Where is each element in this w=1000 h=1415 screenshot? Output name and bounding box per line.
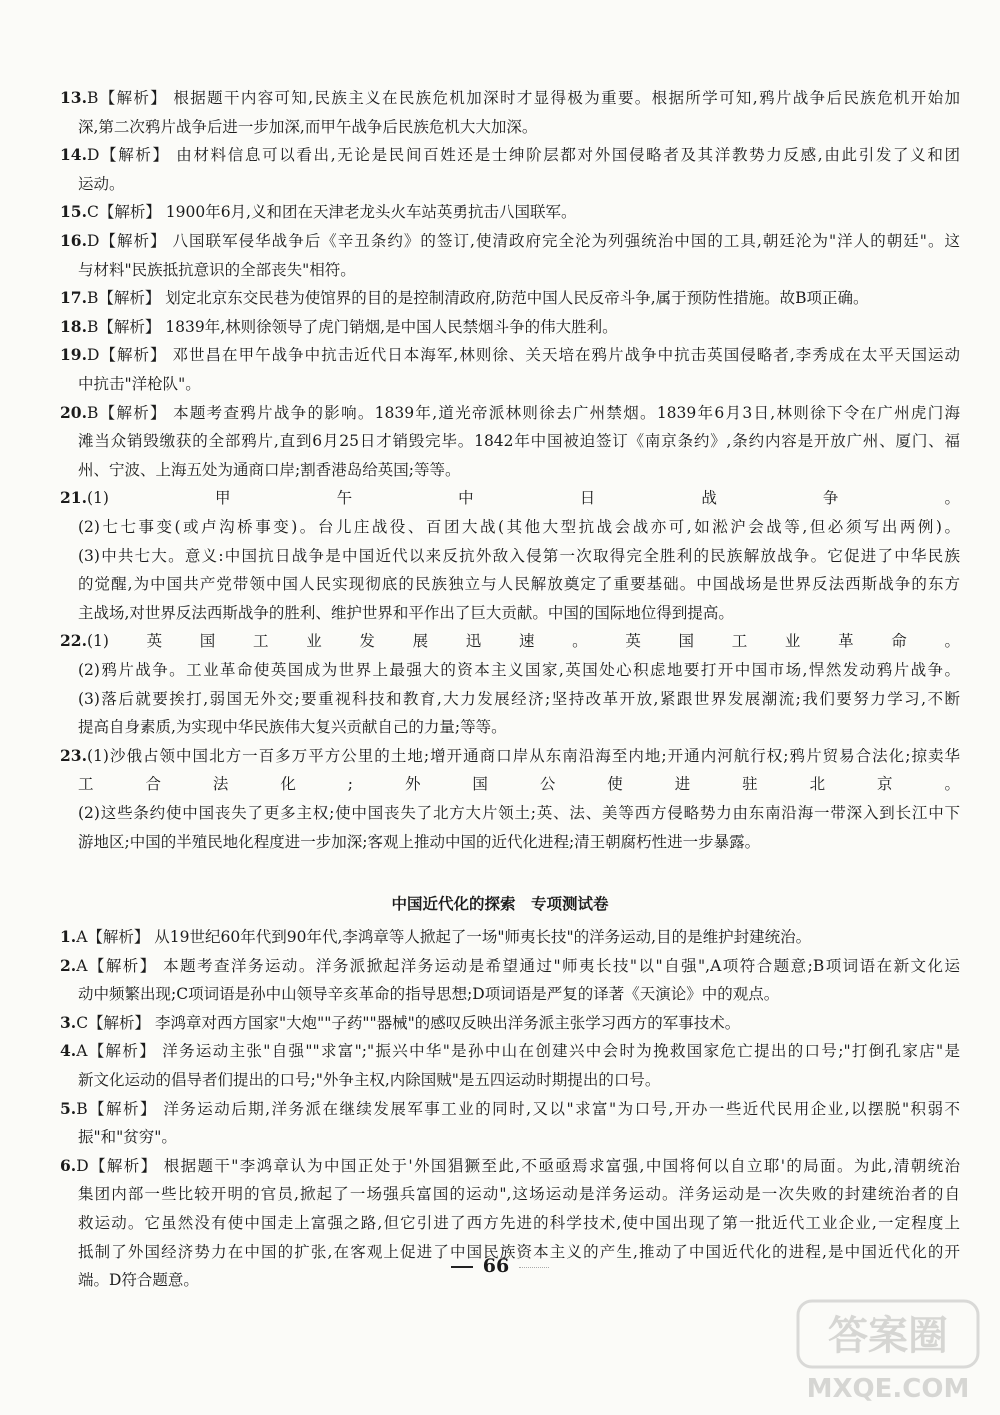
answer-item: [60, 88, 960, 108]
answer-item: [60, 1099, 960, 1119]
answer-item: [60, 288, 960, 308]
answer-text: 抵制了外国经济势力在中国的扩张,在客观上促进了中国民族资本主义的产生,推动了中国近代化的进程,是中国近代化的开: [78, 1242, 960, 1261]
footer-dash: [451, 1266, 473, 1268]
item-number: 20.: [60, 402, 87, 422]
answer-continuation: [78, 603, 978, 623]
answer-text: 州、宁波、上海五处为通商口岸;割香港岛给英国;等等。: [78, 460, 461, 479]
answer-text: B【解析】 洋务运动后期,洋务派在继续发展军事工业的同时,又以"求富"为口号,开办一些近代民用企业,以摆脱"积弱不: [76, 1099, 960, 1118]
answer-text: 游地区;中国的半殖民地化程度进一步加深;客观上推动中国的近代化进程;清王朝腐朽性进一步暴露。: [78, 832, 761, 851]
answer-text: 深,第二次鸦片战争后进一步加深,而甲午战争后民族危机大大加深。: [78, 117, 538, 136]
answer-continuation: [78, 374, 978, 394]
answer-text: 新文化运动的倡导者们提出的口号;"外争主权,内除国贼"是五四运动时期提出的口号。: [78, 1071, 661, 1089]
answer-continuation: [78, 660, 960, 680]
answer-text: C【解析】 李鸿章对西方国家"大炮""子药""器械"的感叹反映出洋务派主张学习西方的军事技术。: [76, 1013, 741, 1032]
answer-continuation: [78, 574, 960, 594]
answer-text: 救运动。它虽然没有使中国走上富强之路,但它引进了西方先进的科学技术,使中国出现了第一批近代工业企业,一定程度上: [78, 1214, 960, 1232]
item-number: 4.: [60, 1041, 77, 1061]
answer-item: [60, 345, 960, 365]
answer-continuation: [78, 174, 978, 194]
answer-continuation: [78, 1127, 978, 1147]
answer-text: 主战场,对世界反法西斯战争的胜利、维护世界和平作出了巨大贡献。中国的国际地位得到提高。: [78, 603, 734, 622]
answer-text: 提高自身素质,为实现中华民族伟大复兴贡献自己的力量;等等。: [78, 718, 507, 737]
answer-continuation: [78, 832, 978, 852]
answer-continuation: [78, 774, 960, 794]
answer-item: [60, 403, 960, 423]
answer-text: A【解析】 本题考查洋务运动。洋务派掀起洋务运动是希望通过"师夷长技"以"自强",A项符合题意;B项词语在新文化运: [76, 956, 960, 975]
answer-text: (2)七七事变(或卢沟桥事变)。台儿庄战役、百团大战(其他大型抗战会战亦可,如淞沪会战等,但必须写出两例)。: [78, 518, 960, 536]
answer-text: (2)鸦片战争。工业革命使英国成为世界上最强大的资本主义国家,英国处心积虑地要打开中国市场,悍然发动鸦片战争。: [78, 661, 960, 679]
answer-item: [60, 231, 960, 251]
answer-text: D【解析】 由材料信息可以看出,无论是民间百姓还是士绅阶层都对外国侵略者及其洋教势力反感,由此引发了义和团: [86, 146, 960, 165]
answer-item: [60, 746, 960, 766]
answer-text: 与材料"民族抵抗意识的全部丧失"相符。: [78, 260, 356, 279]
item-number: 17.: [60, 288, 87, 308]
answer-item: [60, 317, 960, 337]
answer-continuation: [78, 1070, 978, 1090]
answer-item: [60, 1041, 960, 1061]
answer-item: [60, 1013, 960, 1033]
item-number: 2.: [60, 955, 77, 975]
answer-continuation: [78, 984, 978, 1004]
answer-continuation: [78, 431, 960, 451]
answer-text: C【解析】 1900年6月,义和团在天津老龙头火车站英勇抗击八国联军。: [86, 203, 577, 222]
item-number: 23.: [60, 745, 87, 765]
item-number: 15.: [60, 202, 87, 222]
page-number: 66: [482, 1255, 510, 1277]
answer-item: [60, 927, 960, 947]
answer-text: D【解析】 邓世昌在甲午战争中抗击近代日本海军,林则徐、关天培在鸦片战争中抗击英国侵略者,李秀成在太平天国运动: [86, 346, 960, 365]
page-footer: [0, 1255, 1000, 1277]
answer-continuation: [78, 260, 978, 280]
item-number: 19.: [60, 345, 87, 365]
answer-text: (3)中共七大。意义:中国抗日战争是中国近代以来反抗外敌入侵第一次取得完全胜利的民族解放战争。它促进了中华民族: [78, 546, 960, 565]
watermark-logo-icon: [788, 1297, 988, 1407]
answer-text: A【解析】 从19世纪60年代到90年代,李鸿章等人掀起了一场"师夷长技"的洋务运动,目的是维护封建统治。: [76, 928, 812, 946]
answer-text: B【解析】 划定北京东交民巷为使馆界的目的是控制清政府,防范中国人民反帝斗争,属于预防性措施。故B项正确。: [86, 289, 869, 308]
answer-continuation: [78, 1213, 960, 1233]
footer-dots: [519, 1267, 549, 1268]
answer-text: D【解析】 八国联军侵华战争后《辛丑条约》的签订,使清政府完全沦为列强统治中国的工具,朝廷沦为"洋人的朝廷"。这: [86, 232, 960, 250]
watermark-text: 答案圈: [828, 1313, 948, 1359]
answer-text: (1)沙俄占领中国北方一百多万平方公里的土地;增开通商口岸从东南沿海至内地;开通内河航行权;鸦片贸易合法化;掠卖华: [86, 746, 960, 765]
answer-text: 端。D符合题意。: [78, 1271, 199, 1290]
section-title: 中国近代化的探索 专项测试卷: [391, 895, 609, 913]
answer-text: B【解析】 根据题干内容可知,民族主义在民族危机加深时才显得极为重要。根据所学可知,鸦片战争后民族危机开始加: [86, 89, 960, 107]
item-number: 1.: [60, 927, 77, 946]
item-number: 3.: [60, 1012, 77, 1032]
answer-continuation: [78, 717, 978, 737]
answer-text: (1)英国工业发展迅速。英国工业革命。: [86, 632, 960, 651]
answer-item: [60, 956, 960, 976]
answer-item: [60, 202, 960, 222]
item-number: 14.: [60, 145, 87, 165]
answer-item: [60, 631, 960, 651]
item-number: 5.: [60, 1098, 77, 1118]
answer-text: 的觉醒,为中国共产党带领中国人民实现彻底的民族独立与人民解放奠定了重要基础。中国战场是世界反法西斯战争的东方: [78, 575, 960, 594]
answer-continuation: [78, 689, 960, 709]
answer-text: A【解析】 洋务运动主张"自强""求富";"振兴中华"是孙中山在创建兴中会时为挽救国家危亡提出的口号;"打倒孔家店"是: [76, 1042, 960, 1061]
answer-text: B【解析】 本题考查鸦片战争的影响。1839年,道光帝派林则徐去广州禁烟。1839年6月3日,林则徐下令在广州虎门海: [86, 403, 960, 422]
item-number: 16.: [60, 231, 87, 250]
answer-text: D【解析】 根据题干"李鸿章认为中国正处于'外国猖獗至此,不亟亟焉求富强,中国将何以自立耶'的局面。为此,清朝统治: [76, 1156, 960, 1175]
answer-text: B【解析】 1839年,林则徐领导了虎门销烟,是中国人民禁烟斗争的伟大胜利。: [86, 317, 618, 336]
answer-continuation: [78, 1184, 960, 1204]
watermark-domain: MXQE.COM: [806, 1374, 970, 1404]
answer-text: (1)甲午中日战争。: [86, 489, 960, 508]
answer-text: 动中频繁出现;C项词语是孙中山领导辛亥革命的指导思想;D项词语是严复的译著《天演论》中的观点。: [78, 985, 780, 1004]
item-number: 13.: [60, 88, 87, 107]
answer-text: 振"和"贫穷"。: [78, 1128, 177, 1147]
answer-item: [60, 488, 960, 508]
answer-continuation: [78, 546, 960, 566]
item-number: 6.: [60, 1155, 77, 1175]
item-number: 18.: [60, 316, 87, 336]
answer-item: [60, 1156, 960, 1176]
answer-text: 中抗击"洋枪队"。: [78, 375, 201, 393]
answer-item: [60, 145, 960, 165]
answer-continuation: [78, 460, 978, 480]
answer-text: 运动。: [78, 174, 125, 193]
answer-continuation: [78, 117, 978, 137]
answer-text: 工合法化;外国公使进驻北京。: [78, 775, 960, 794]
answer-continuation: [78, 517, 960, 537]
answer-text: (3)落后就要挨打,弱国无外交;要重视科技和教育,大力发展经济;坚持改革开放,紧跟世界发展潮流;我们要努力学习,不断: [78, 689, 960, 708]
item-number: 22.: [60, 631, 87, 651]
answer-text: (2)这些条约使中国丧失了更多主权;使中国丧失了北方大片领土;英、法、美等西方侵略势力由东南沿海一带深入到长江中下: [78, 804, 960, 822]
item-number: 21.: [60, 488, 87, 508]
answer-text: 滩当众销毁缴获的全部鸦片,直到6月25日才销毁完毕。1842年中国被迫签订《南京条约》,条约内容是开放广州、厦门、福: [78, 432, 960, 451]
answer-continuation: [78, 803, 960, 823]
answer-text: 集团内部一些比较开明的官员,掀起了一场强兵富国的运动",这场运动是洋务运动。洋务运动是一次失败的封建统治者的自: [78, 1185, 960, 1204]
